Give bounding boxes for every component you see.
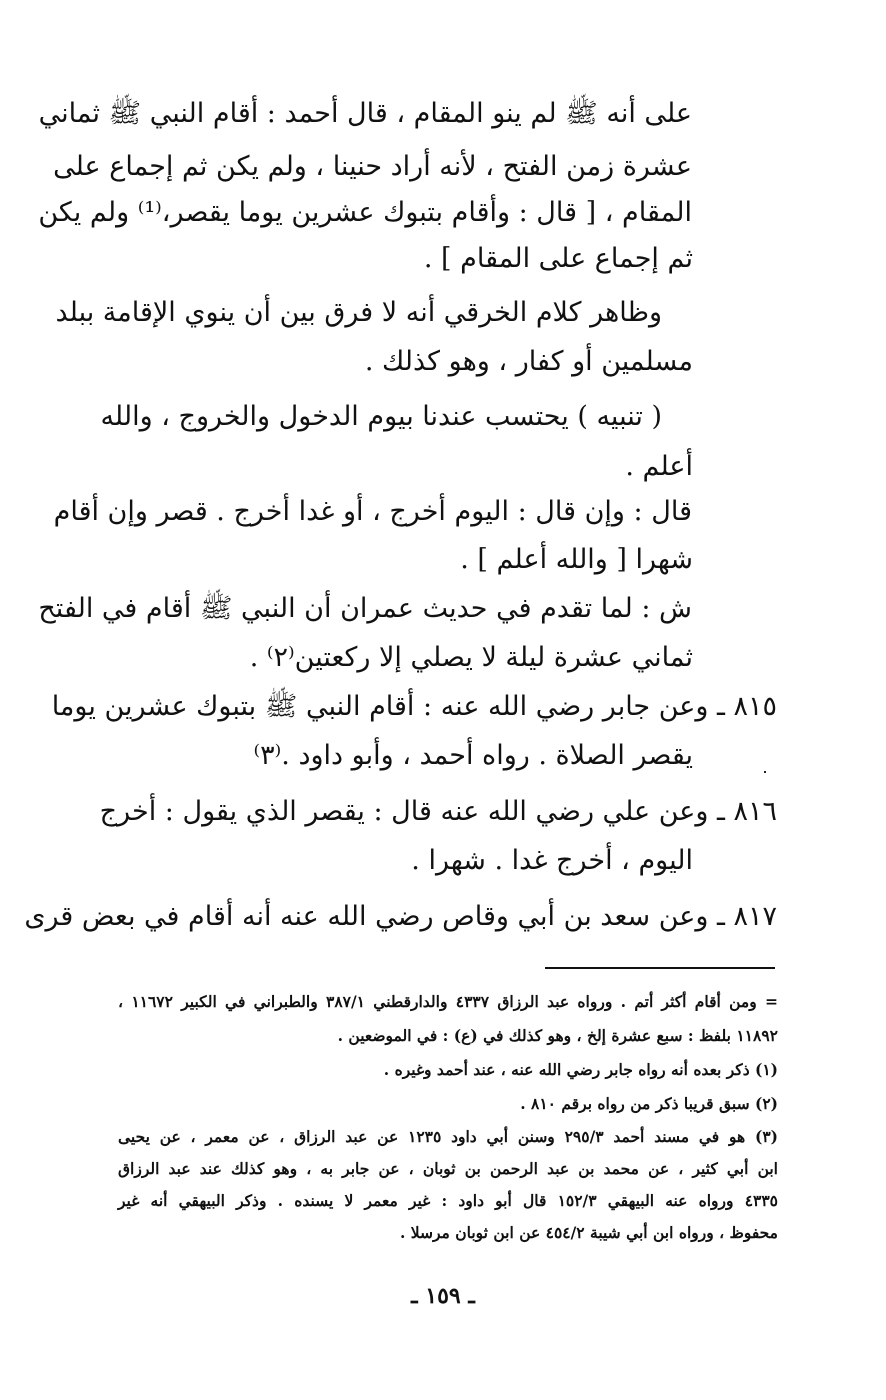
footnote-separator xyxy=(545,967,775,969)
body-line: مسلمين أو كفار ، وهو كذلك . xyxy=(364,346,693,377)
footnote-line: (١) ذكر بعده أنه رواه جابر رضي الله عنه ، عند أحمد وغيره . xyxy=(383,1060,778,1079)
body-line: ش : لما تقدم في حديث عمران أن النبي ﷺ أقام في الفتح xyxy=(38,593,692,624)
footnote-line: = ومن أقام أكثر أتم . ورواه عبد الرزاق ٤٣٣٧ والدارقطني ٣٨٧/١ والطبراني في الكبير ١١٦٧٢ ، xyxy=(118,992,778,1011)
body-line: وظاهر كلام الخرقي أنه لا فرق بين أن ينوي الإقامة ببلد xyxy=(55,297,662,328)
body-line: عشرة زمن الفتح ، لأنه أراد حنينا ، ولم يكن ثم إجماع على xyxy=(53,151,692,182)
page-number: ـ ١٥٩ ـ xyxy=(411,1283,475,1309)
footnote-line: ١١٨٩٢ بلفظ : سبع عشرة إلخ ، وهو كذلك في (ع) : في الموضعين . xyxy=(337,1026,778,1045)
body-line: يقصر الصلاة . رواه أحمد ، وأبو داود .⁽٣⁾ xyxy=(253,740,693,771)
body-line: المقام ، [ قال : وأقام بتبوك عشرين يوما يقصر،⁽¹⁾ ولم يكن xyxy=(38,197,692,228)
body-line: على أنه ﷺ لم ينو المقام ، قال أحمد : أقام النبي ﷺ ثماني xyxy=(38,98,692,129)
hadith-817-line: ٨١٧ ـ وعن سعد بن أبي وقاص رضي الله عنه أنه أقام في بعض قرى xyxy=(24,901,777,932)
body-line: قال : وإن قال : اليوم أخرج ، أو غدا أخرج . قصر وإن أقام xyxy=(53,496,692,527)
hadith-815-line: ٨١٥ ـ وعن جابر رضي الله عنه : أقام النبي ﷺ بتبوك عشرين يوما xyxy=(51,691,777,722)
body-line: ثم إجماع على المقام ] . xyxy=(423,243,693,274)
footnote-line: محفوظ ، ورواه ابن أبي شيبة ٤٥٤/٢ عن ابن ثوبان مرسلا . xyxy=(399,1223,778,1242)
body-line: ثماني عشرة ليلة لا يصلي إلا ركعتين⁽٢⁾ . xyxy=(249,642,693,673)
footnote-line: (٣) هو في مسند أحمد ٢٩٥/٣ وسنن أبي داود ١٢٣٥ عن عبد الرزاق ، عن معمر ، عن يحيى xyxy=(118,1127,778,1146)
hadith-816-line: ٨١٦ ـ وعن علي رضي الله عنه قال : يقصر الذي يقول : أخرج xyxy=(99,796,777,827)
body-line: ( تنبيه ) يحتسب عندنا بيوم الدخول والخروج ، والله xyxy=(100,401,662,432)
body-line: أعلم . xyxy=(625,451,693,482)
body-line: شهرا [ والله أعلم ] . xyxy=(460,544,693,575)
footnote-line: ٤٣٣٥ ورواه عنه البيهقي ١٥٢/٣ قال أبو داود : غير معمر لا يسنده . وذكر البيهقي أنه غير xyxy=(118,1191,778,1210)
print-speck xyxy=(764,771,766,773)
footnote-line: ابن أبي كثير ، عن محمد بن عبد الرحمن بن ثوبان ، عن جابر به ، وهو كذلك عند عبد الرزاق xyxy=(118,1159,778,1178)
footnote-line: (٢) سبق قريبا ذكر من رواه برقم ٨١٠ . xyxy=(520,1094,778,1113)
body-line: اليوم ، أخرج غدا . شهرا . xyxy=(411,845,693,876)
